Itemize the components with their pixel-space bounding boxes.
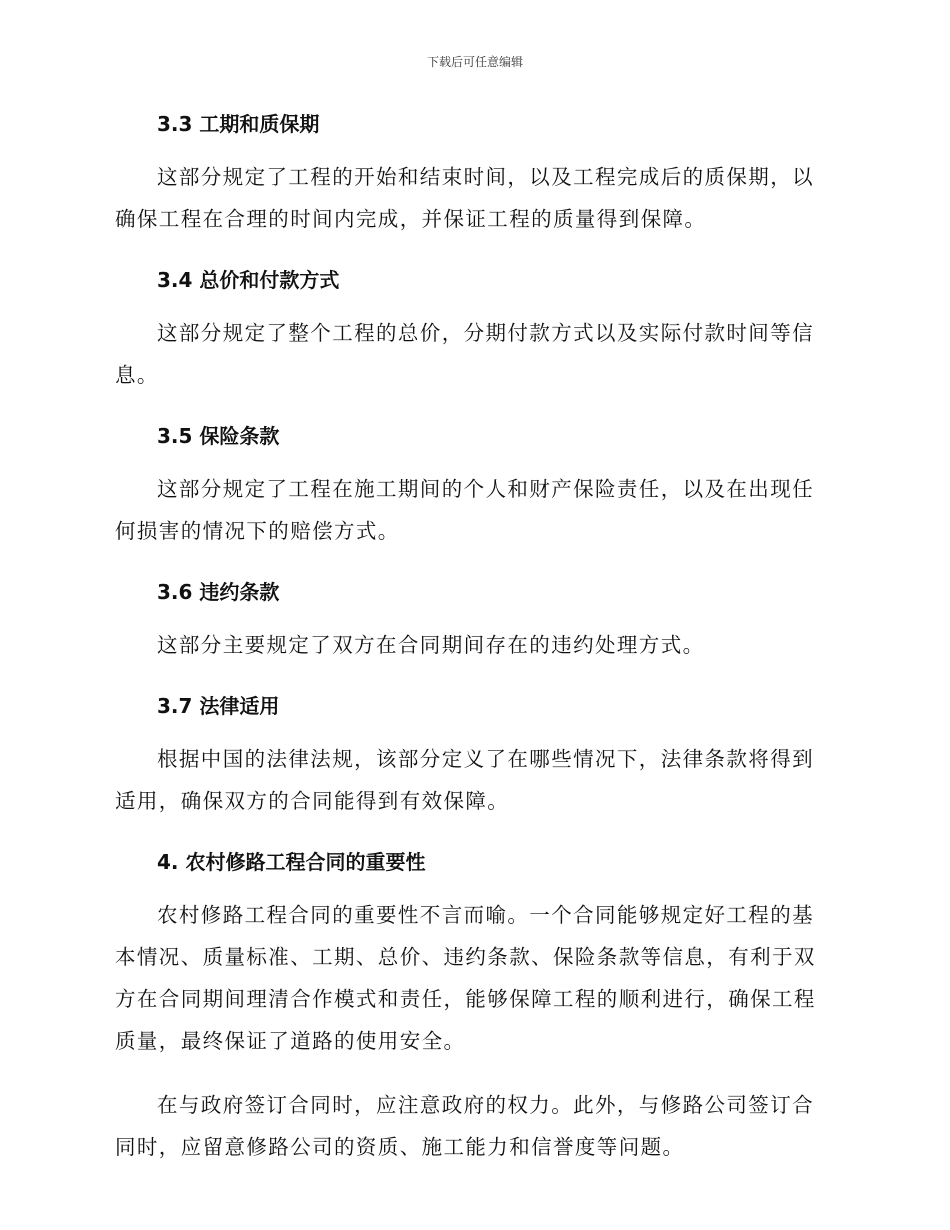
header-note: 下载后可任意编辑 [426, 55, 523, 69]
section-paragraph: 这部分规定了整个工程的总价，分期付款方式以及实际付款时间等信息。 [115, 321, 814, 387]
section-heading: 3.6 违约条款 [157, 580, 280, 604]
section-paragraph: 这部分规定了工程的开始和结束时间，以及工程完成后的质保期，以确保工程在合理的时间内完成，并保证工程的质量得到保障。 [115, 165, 814, 231]
section-heading: 3.7 法律适用 [157, 694, 280, 718]
section-paragraph: 这部分规定了工程在施工期间的个人和财产保险责任，以及在出现任何损害的情况下的赔偿方式。 [115, 477, 814, 543]
closing-paragraph: 在与政府签订合同时，应注意政府的权力。此外，与修路公司签订合同时，应留意修路公司的资质、施工能力和信誉度等问题。 [115, 1093, 814, 1159]
section-heading: 3.3 工期和质保期 [157, 112, 320, 136]
section-paragraph: 这部分主要规定了双方在合同期间存在的违约处理方式。 [157, 633, 705, 657]
section-paragraph: 农村修路工程合同的重要性不言而喻。一个合同能够规定好工程的基本情况、质量标准、工期、总价、违约条款、保险条款等信息，有利于双方在合同期间理清合作模式和责任，能够保障工程的顺利进行，确保工程质量，最终保证了道路的使用安全。 [115, 903, 816, 1053]
section-heading: 3.5 保险条款 [157, 424, 280, 448]
section-heading: 4. 农村修路工程合同的重要性 [157, 850, 426, 874]
section-paragraph: 根据中国的法律法规，该部分定义了在哪些情况下，法律条款将得到适用，确保双方的合同能得到有效保障。 [115, 747, 814, 813]
document-body [115, 106, 830, 1168]
section-heading: 3.4 总价和付款方式 [157, 268, 340, 292]
